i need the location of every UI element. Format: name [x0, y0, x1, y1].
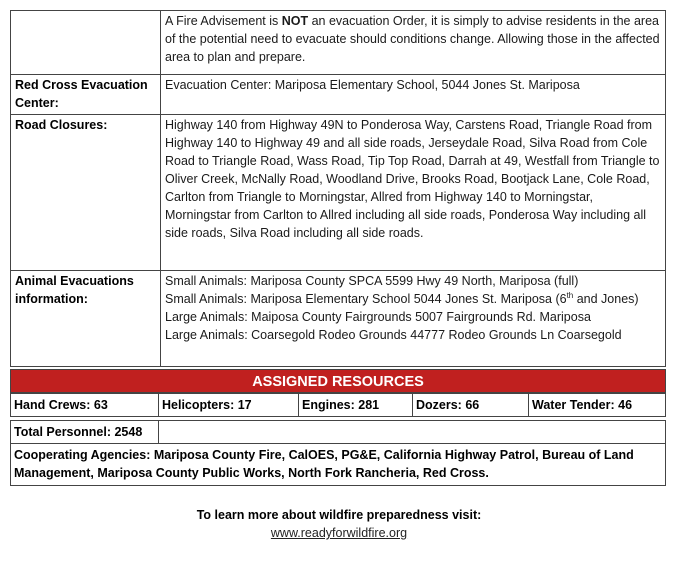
footer-text: To learn more about wildfire preparedness visit:	[196, 508, 482, 522]
engines: Engines: 281	[299, 394, 413, 417]
red-cross-value: Evacuation Center: Mariposa Elementary School, 5044 Jones St. Mariposa	[161, 75, 666, 115]
road-closures-label: Road Closures:	[11, 115, 161, 271]
animal-value	[161, 271, 666, 367]
animal-row	[11, 271, 666, 367]
animal-line-1: Small Animals: Mariposa County SPCA 5599 Hwy 49 North, Mariposa (full)	[165, 274, 579, 288]
agencies-row	[11, 444, 666, 486]
resources-row	[11, 394, 666, 417]
dozers: Dozers: 66	[413, 394, 529, 417]
cooperating-agencies: Cooperating Agencies: Mariposa County Fire, CalOES, PG&E, California Highway Patrol, Bureau of Land Management, Mariposa County Public Works, North Fork Rancheria, Red Cross.	[11, 444, 666, 486]
personnel-empty-cell	[159, 421, 666, 444]
animal-line-4: Large Animals: Coarsegold Rodeo Grounds 44777 Rodeo Grounds Ln Coarsegold	[165, 328, 622, 342]
info-table	[10, 10, 666, 367]
resources-table	[10, 393, 666, 417]
advisement-text	[161, 11, 666, 75]
animal-line-2-sup: th	[566, 290, 574, 300]
advisement-before: A Fire Advisement is	[165, 14, 282, 28]
helicopters: Helicopters: 17	[159, 394, 299, 417]
water-tender: Water Tender: 46	[529, 394, 666, 417]
advisement-row	[11, 11, 666, 75]
advisement-after: an evacuation Order, it is simply to advise residents in the area of the potential need to evacuate should conditions change. Allowing those in the affected area to plan and prepare.	[165, 14, 660, 64]
red-cross-row	[11, 75, 666, 115]
footer-link[interactable]: www.readyforwildfire.org	[270, 526, 408, 540]
road-closures-value: Highway 140 from Highway 49N to Ponderosa Way, Carstens Road, Triangle Road from Highway 140 to Highway 49 and all side roads, Jerseydale Road, Silva Road from Cole Road to Triangle Road, Wass Road, Tip Top Road, Darrah at 49, Westfall from Triangle to Oliver Creek, McNally Road, Woodland Drive, Brooks Road, Bootjack Lane, Cole Road, Carlton from Triangle to Morningstar, Allred from Highway 140 to Morningstar, Morningstar from Carlton to Allred including all side roads, Ponderosa Way including all side roads, Silva Road including all side roads.	[161, 115, 666, 271]
red-cross-label: Red Cross Evacuation Center:	[11, 75, 161, 115]
road-closures-row	[11, 115, 666, 271]
assigned-resources-header: ASSIGNED RESOURCES	[10, 369, 666, 393]
advisement-not: NOT	[281, 14, 309, 28]
animal-line-2a: Small Animals: Mariposa Elementary School 5044 Jones St. Mariposa (6	[165, 292, 567, 306]
animal-label: Animal Evacuations information:	[11, 271, 161, 367]
personnel-row	[11, 421, 666, 444]
animal-line-2b: and Jones)	[573, 292, 639, 306]
advisement-label-cell	[11, 11, 161, 75]
personnel-table	[10, 420, 666, 444]
animal-line-2	[165, 290, 661, 308]
agencies-table	[10, 443, 666, 486]
hand-crews: Hand Crews: 63	[11, 394, 159, 417]
animal-line-3: Large Animals: Maiposa County Fairgrounds 5007 Fairgrounds Rd. Mariposa	[165, 310, 591, 324]
total-personnel: Total Personnel: 2548	[11, 421, 159, 444]
